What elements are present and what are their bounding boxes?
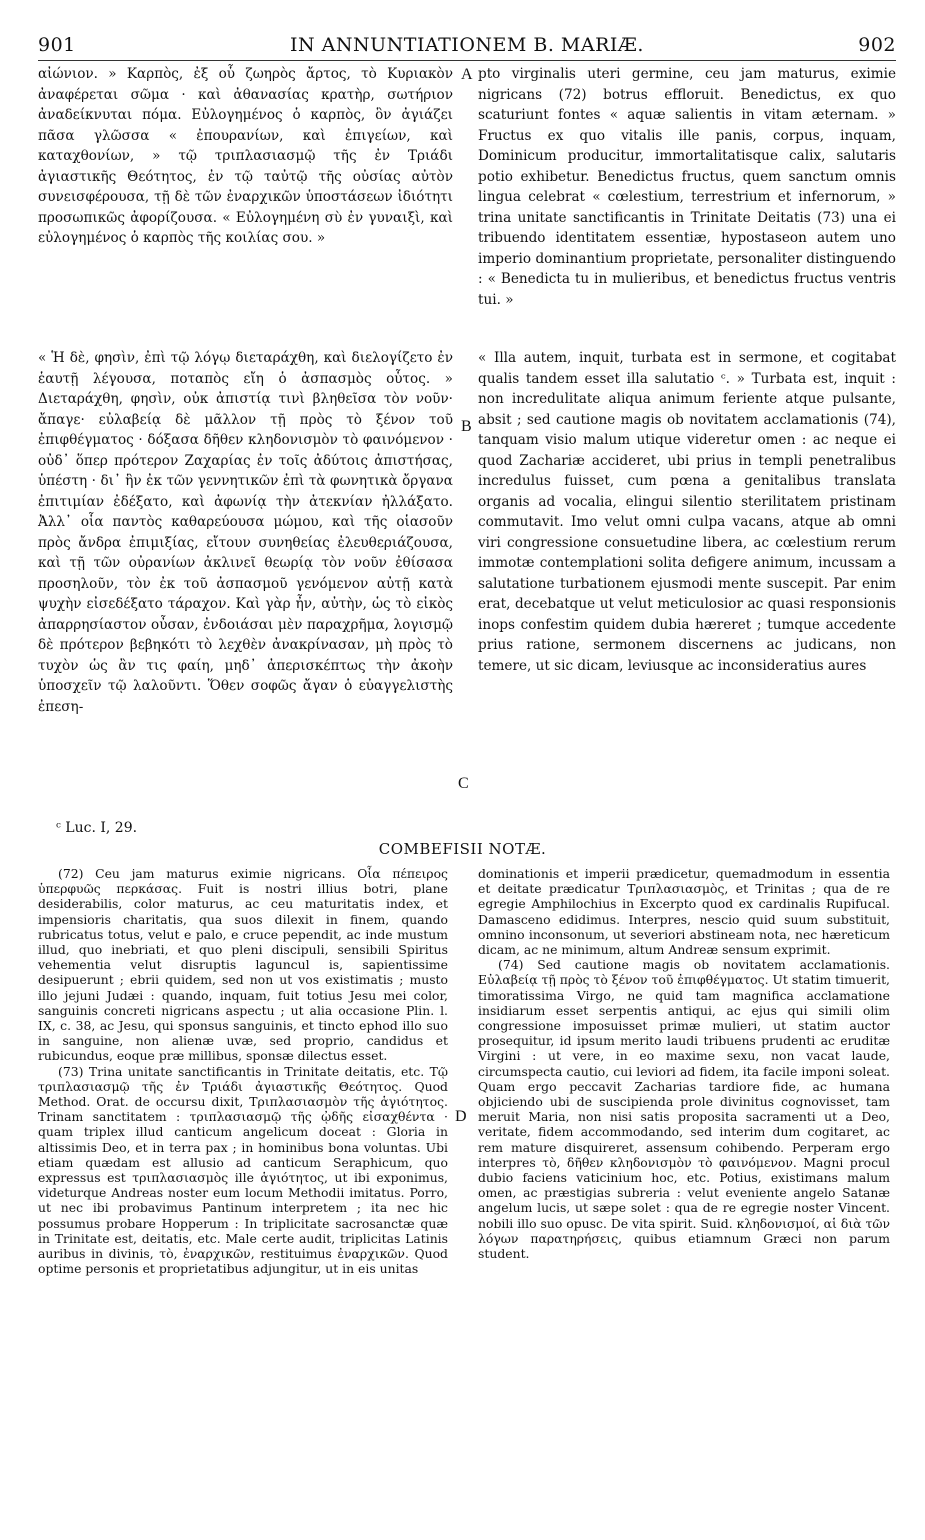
page-number-right: 902 [858,34,896,56]
greek-column-mid [38,348,453,717]
margin-letter-d: D [455,1108,467,1125]
notes-column-left [38,866,448,1276]
greek-column-top [38,64,453,249]
latin-text-top: pto virginalis uteri germine, ceu jam maturus, eximie nigricans (72) botrus effloruit. Benedictus, ex quo scaturiunt fontes « aquæ salientis in vitam æternam. » Fructus ex quo vitalis ille panis, corpus, inquam, Dominicum producitur, immortalitatisque calix, salutaris potio exhibetur. Benedictus fructus, quem sanctum omnis lingua celebrat « cœlestium, terrestrium et infernorum, » trina unitate sanctificantis in Trinitate Deitatis (73) una ei tribuendo identitatem essentiæ, hypostaseon autem uno imperio dominantium proprietate, personaliter distinguendo : « Benedicta tu in mulieribus, et benedictus fructus ventris tui. » [478,66,896,308]
footnote: ᶜ Luc. I, 29. [56,820,138,836]
page-number-left: 901 [38,34,76,56]
note-73: (73) Trina unitate sanctificantis in Trinitate deitatis, etc. Τῷ τριπλασιασμῷ τῆς ἐν Τριάδι ἀγιαστικῆς Θεότητος. Quod Method. Orat. de occursu dixit, Τριπλασιασμὸν τῆς ἁγιότητος. Trinam sanctitatem : τριπλασιασμῷ τῆς ᾠδῆς εἰσαχθέντα · quam triplex illud canticum angelicum doceat : Gloria in altissimis Deo, et in terra pax ; in hominibus bona voluntas. Ubi etiam quædam est allusio ad canticum Seraphicum, quo expressus est τριπλασιασμὸς ille ἁγιότητος, ut ibi exponimus, videturque Andreas noster eum locum Methodii imitatus. Porro, ut nec ibi probavimus Pantinum interpretem ; ita nec hic possumus probare Hopperum : In triplicitate sacrosanctæ quæ in Trinitate est, deitatis, etc. Male certe audit, triplicitas Latinis auribus in divinis, τὸ, ἐναρχικῶν, restituimus ἐναρχικῶν. Quod optime personis et proprietatibus adjungitur, ut in eis unitas [38,1063,448,1277]
margin-letter-b: B [461,418,472,435]
latin-column-mid [478,348,896,676]
note-73-continued: dominationis et imperii prædicetur, quemadmodum in essentia et deitate prædicatur Τριπλασιασμὸς, et Trinitas ; qua de re egregie Amphilochius in Excerpto quod ex cardinalis Rupifucal. Damasceno edidimus. Interpres, nescio quid suum substituit, omnino inconsonum, ut severiori abstineam nota, nec hæreticum dicam, ac ne minimum, altum Andreæ sensum exprimit. [478,866,890,958]
greek-text-mid: « Ἡ δὲ, φησὶν, ἐπὶ τῷ λόγῳ διεταράχθη, καὶ διελογίζετο ἐν ἑαυτῇ λέγουσα, ποταπὸς εἴη ὁ ἀσπασμὸς οὗτος. » Διεταράχθη, φησὶν, οὐκ ἀπιστίᾳ τινὶ βληθεῖσα τὸν νοῦν· ἄπαγε· εὐλαβείᾳ δὲ μᾶλλον τῇ πρὸς τὸ ξένον τοῦ ἐπιφθέγματος · δόξασα δῆθεν κληδονισμὸν τὸ φαινόμενον · οὐδ᾽ ὅπερ πρότερον Ζαχαρίας ἐν τοῖς ἀδύτοις ἀπιστήσας, ὑπέστη · δι᾽ ἣν ἐκ τῶν γεννητικῶν ἐπὶ τὰ φωνητικὰ ὄργανα ἐπιτιμίαν ἐδέξατο, καὶ ἀφωνίᾳ τὴν ἀτεκνίαν ἠλλάξατο. Ἀλλ᾽ οἷα παντὸς καθαρεύουσα μώμου, καὶ τῆς οἱασοῦν πρὸς ἄνδρα ἐπιμιξίας, εἴτουν συνηθείας ἐλευθεριάζουσα, καὶ τῇ τῶν οὐρανίων ἀκλινεῖ θεωρίᾳ τὸν νοῦν ἐθίσασα προσηλοῦν, τὸν ἐκ τοῦ ἀσπασμοῦ γενόμενον αὐτῇ κατὰ ψυχὴν εἰσεδέξατο τάραχον. Καὶ γὰρ ἦν, αὐτὴν, ὡς τὸ εἰκὸς ἀπαρρησίαστον οὖσαν, ἐνδοιάσαι μὲν παραχρῆμα, λογισμῷ δὲ πρότερον βεβηκότι τὸ λεχθὲν ἀνακρίνασαν, μὴ πρὸς τὸ τυχὸν ὡς ἂν τις φαίη, μηδ᾽ ἀπερισκέπτως τὴν ἀκοὴν ὑποσχεῖν τῷ λαλοῦντι. Ὅθεν σοφῶς ἄγαν ὁ εὐαγγελιστὴς ἐπεση- [38,350,453,715]
header-rule [38,60,896,61]
margin-letter-a: A [461,66,473,83]
running-header [38,34,896,60]
note-74: (74) Sed cautione magis ob novitatem acclamationis. Εὐλαβείᾳ τῇ πρὸς τὸ ξένον τοῦ ἐπιφθέγματος. Ut statim timuerit, timoratissima Virgo, ne quid tam magnifica acclamatione insidiarum esset serpentis antiqui, ac ejus qui simili olim congressione imposuisset primæ mulieri, ut statim auctor prosequitur, id ipsum merito laudi tribuens prudenti ac eruditæ Virgini : ut vere, in eo maxime sexu, non vacat laude, circumspecta cautio, cui leviori ad fidem, ita facile imponi soleat. Quam ergo peccavit Zacharias tardiore fide, ac humana objiciendo ubi de suscipienda prole divinitus cognovisset, tam meruit Maria, non nisi satis proposita sacramenti ut a Deo, veritate, fidem accommodando, sed interim dum cogitaret, ac rem mature disquireret, assensum cohibendo. Perperam ergo interpres τὸ, δῆθεν κληδονισμὸν τὸ φαινόμενον. Magni procul dubio faciens vaticinium hoc, etc. Potius, existimans malum omen, ac præstigias subreria : velut eveniente angelo Satanæ angelum lucis, ut sæpe solet : qua de re egregie noster Vincent. nobili illo suo opusc. De vita spirit. Suid. κληδονισμοί, αἱ διὰ τῶν λόγων παρατηρήσεις, quibus etiamnum Græci non parum student. [478,957,890,1262]
latin-column-top [478,64,896,310]
notes-title: COMBEFISII NOTÆ. [378,840,547,858]
latin-text-mid: « Illa autem, inquit, turbata est in sermone, et cogitabat qualis tandem esset illa salutatio ᶜ. » Turbata est, inquit : non incredulitate aliqua animum feriente atque pulsante, absit ; sed cautione magis ob novitatem acclamationis (74), tanquam visio malum utique videretur omen : ac neque ei quod Zachariæ accideret, ubi prius in templi penetralibus incredulus fuisset, cum pœna a genitalibus translata organis ad vocalia, elingui silentio sterilitatem pristinam commutavit. Imo velut omni culpa vacans, atque ab omni viri congressione consuetudine libera, ac cœlestium rerum immotæ contemplationi solita defigere animum, incussam a salutatione turbationem ejusmodi mente suscepit. Par enim erat, decebatque ut velut meticulosior ac quasi responsionis inops confestim quidem dubia hæreret ; tumque accedente prius ratione, sermonem discernens ac judicans, non temere, ut sic dicam, leviusque ac inconsideratius aures [478,350,896,674]
margin-letter-c: C [458,775,469,792]
notes-column-right [478,866,890,1261]
greek-text-top: αἰώνιον. » Καρπὸς, ἐξ οὗ ζωηρὸς ἄρτος, τὸ Κυριακὸν ἀναφέρεται σῶμα · καὶ ἀθανασίας κρατὴρ, σωτήριον ἀναδείκνυται πόμα. Εὐλογημένος ὁ καρπὸς, ὃν ἀγιάζει πᾶσα γλῶσσα « ἐπουρανίων, καὶ ἐπιγείων, καὶ καταχθονίων, » τῷ τριπλασιασμῷ τῆς ἐν Τριάδι ἀγιαστικῆς Θεότητος, ἐν τῷ ταὐτῷ τῆς οὐσίας αὐτὸν συνεισφέρουσα, τῇ δὲ τῶν ἐναρχικῶν ὑποστάσεων ἰδιότητι προσωπικῶς ἀφορίζουσα. « Εὐλογημένη σὺ ἐν γυναιξὶ, καὶ εὐλογημένος ὁ καρπὸς τῆς κοιλίας σου. » [38,66,453,246]
running-title: IN ANNUNTIATIONEM B. MARIÆ. [290,34,644,56]
note-72: (72) Ceu jam maturus eximie nigricans. Οἷα πέπειρος ὑπερφυῶς περκάσας. Fuit is nostri illius botri, plane desiderabilis, color maturus, ac ceu maturitatis index, et impensioris charitatis, qua suos dilexit in finem, quando rubricatus totus, velut e palo, e cruce pependit, ac inde mustum illud, quo inebriati, et quo pleni discipuli, sensibili Spiritus vehementia velut disruptis laguncul is, sapientissime desipuerunt ; ebrii quidem, sed non ut vos existimatis ; musto illo jejuni Judæi : quando, inquam, fuit totius Jesu mei color, sanguinis concreti nigricans aspectu ; ut alia occasione Plin. l. IX, c. 38, ac Jesu, qui sponsus sanguinis, et tincto ephod illo suo in sanguine, non alienæ uvæ, sed proprio, candidus et rubicundus, eoque præ millibus, sponsæ dilectus esset. [38,866,448,1064]
